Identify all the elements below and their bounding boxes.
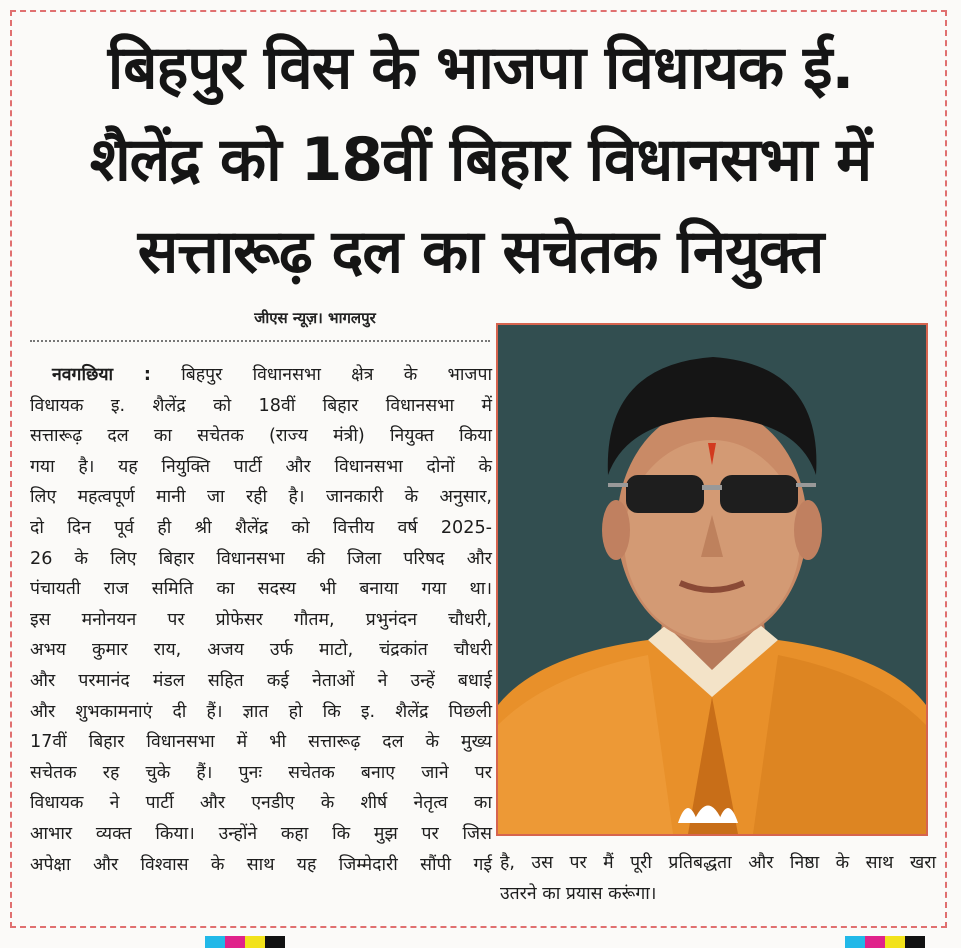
color-registration-mark-right [845,936,925,948]
article-body [30,360,492,880]
article-line: दो दिन पूर्व ही श्री शैलेंद्र को वित्तीय वर्ष 2025- [30,517,492,538]
article-line: विधायक ने पार्टी और एनडीए के शीर्ष नेतृत्व का [30,793,492,814]
headline-line-3: सत्तारूढ़ दल का सचेतक नियुक्त [137,217,824,287]
continuation-line: उतरने का प्रयास करूंगा। [500,884,657,904]
article-line: अभय कुमार राय, अजय उर्फ माटो, चंद्रकांत चौधरी [30,640,492,661]
headline-line-1: बिहपुर विस के भाजपा विधायक ई. [107,33,854,103]
article-line: और शुभकामनाएं दी हैं। ज्ञात हो कि इ. शैलेंद्र पिछली [30,701,492,722]
article-line: 26 के लिए बिहार विधानसभा की जिला परिषद और [30,548,492,569]
article-lead: नवगछिया : [52,365,151,385]
continuation-line: है, उस पर मैं पूरी प्रतिबद्धता और निष्ठा के साथ खरा [500,853,936,873]
portrait-photo [496,323,928,836]
article-line: लिए महत्वपूर्ण मानी जा रही है। जानकारी के अनुसार, [30,487,492,508]
article-line: सत्तारूढ़ दल का सचेतक (राज्य मंत्री) नियुक्त किया [30,426,492,447]
headline-line-2: शैलेंद्र को 18वीं बिहार विधानसभा में [89,125,872,195]
article-line: पंचायती राज समिति का सदस्य भी बनाया गया था। [30,579,492,600]
article-line: गया है। यह नियुक्ति पार्टी और विधानसभा दोनों के [30,456,492,477]
article-line: सचेतक रह चुके हैं। पुनः सचेतक बनाए जाने पर [30,762,492,783]
article-line: विधायक इ. शैलेंद्र को 18वीं बिहार विधानसभा में [30,395,492,416]
headline [20,22,941,298]
dotted-divider [30,340,490,342]
byline: जीएस न्यूज़। भागलपुर [254,309,376,327]
article-line-0: नवगछिया : बिहपुर विधानसभा क्षेत्र के भाजपा [52,365,493,385]
portrait-illustration [498,325,926,834]
article-line: अपेक्षा और विश्वास के साथ यह जिम्मेदारी सौंपी गई [30,854,492,875]
article-line: आभार व्यक्त किया। उन्होंने कहा कि मुझ पर जिस [30,823,492,844]
color-registration-mark-left [205,936,285,948]
article-line: इस मनोनयन पर प्रोफेसर गौतम, प्रभुनंदन चौधरी, [30,609,492,630]
article-line: 17वीं बिहार विधानसभा में भी सत्तारूढ़ दल के मुख्य [30,732,492,753]
article-line: और परमानंद मंडल सहित कई नेताओं ने उन्हें बधाई [30,670,492,691]
article-continuation [500,848,936,910]
